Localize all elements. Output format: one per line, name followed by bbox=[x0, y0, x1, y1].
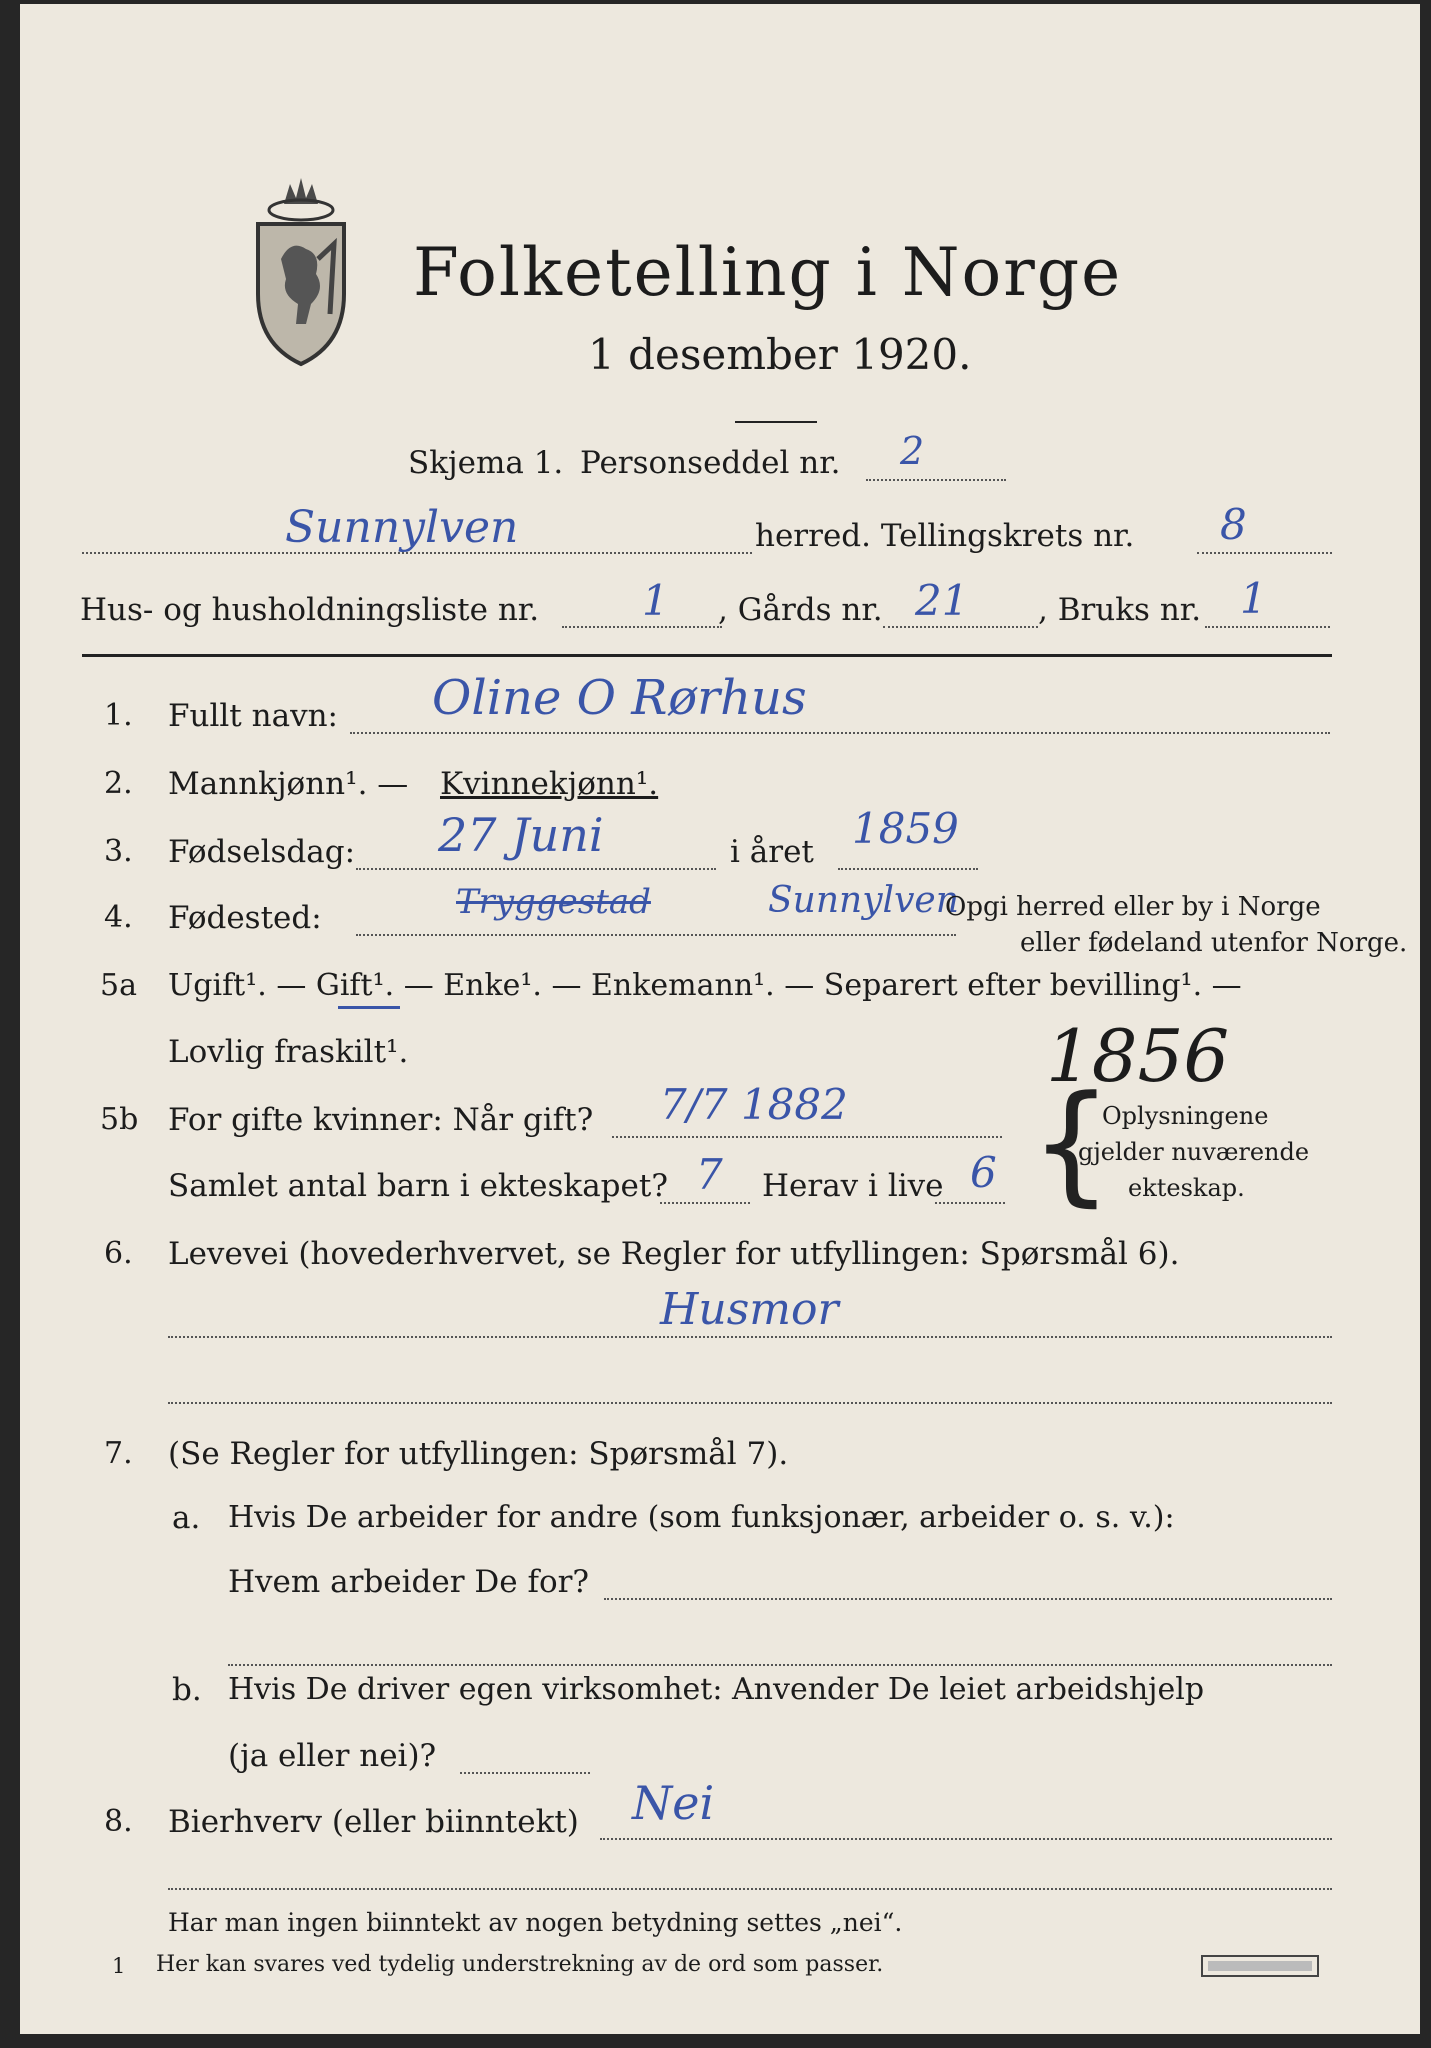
q2-number: 2. bbox=[104, 766, 133, 801]
hus-value: 1 bbox=[642, 576, 669, 625]
q5b-bracket-note3: ekteskap. bbox=[1128, 1174, 1245, 1202]
q6-line1 bbox=[168, 1336, 1332, 1338]
printer-stamp-icon bbox=[1200, 1952, 1320, 1982]
hus-label: Hus- og husholdningsliste nr. bbox=[80, 592, 540, 628]
q5b-value: 7/7 1882 bbox=[660, 1080, 848, 1129]
personseddel-line bbox=[866, 479, 1006, 481]
hus-line bbox=[562, 626, 722, 628]
q4-note-line1: Opgi herred eller by i Norge bbox=[945, 892, 1321, 922]
q8-line2 bbox=[168, 1888, 1332, 1890]
footnote-text: Her kan svares ved tydelig understrekning av de ord som passer. bbox=[156, 1952, 884, 1977]
q7-label: (Se Regler for utfyllingen: Spørsmål 7). bbox=[168, 1436, 789, 1472]
q7a-line2: Hvem arbeider De for? bbox=[228, 1564, 590, 1600]
q3-day-value: 27 Juni bbox=[438, 808, 604, 862]
q5b-bracket-note2: gjelder nuværende bbox=[1078, 1138, 1310, 1166]
q7a-answer-line2 bbox=[228, 1664, 1332, 1666]
q6-line2 bbox=[168, 1402, 1332, 1404]
q5b-children-label: Samlet antal barn i ekteskapet? bbox=[168, 1168, 668, 1204]
herred-label: herred. Tellingskrets nr. bbox=[755, 518, 1135, 554]
gards-value: 21 bbox=[915, 576, 969, 625]
census-date: 1 desember 1920. bbox=[588, 330, 972, 379]
q2-female-option: Kvinnekjønn¹. bbox=[440, 766, 659, 802]
q7-number: 7. bbox=[104, 1436, 133, 1471]
tellingskrets-line bbox=[1197, 552, 1332, 554]
q5b-alive-label: Herav i live bbox=[762, 1168, 944, 1204]
q7b-line1: Hvis De driver egen virksomhet: Anvender De leiet arbeidshjelp bbox=[228, 1672, 1205, 1707]
q1-label: Fullt navn: bbox=[168, 698, 338, 734]
q6-label: Levevei (hovederhvervet, se Regler for utfyllingen: Spørsmål 6). bbox=[168, 1236, 1180, 1272]
q4-label: Fødested: bbox=[168, 900, 322, 936]
q5b-label: For gifte kvinner: Når gift? bbox=[168, 1102, 594, 1138]
personseddel-value: 2 bbox=[900, 429, 925, 473]
q3-year-line bbox=[838, 868, 978, 870]
q5b-alive-line bbox=[935, 1202, 1005, 1204]
q5a-gift-underline bbox=[338, 1006, 400, 1009]
q4-line bbox=[356, 934, 956, 936]
q8-value: Nei bbox=[632, 1776, 715, 1830]
q5b-line bbox=[612, 1136, 1002, 1138]
q5b-number: 5b bbox=[100, 1102, 139, 1137]
q5b-bracket: { bbox=[1030, 1067, 1113, 1219]
gards-label: , Gårds nr. bbox=[718, 592, 883, 628]
q3-day-line bbox=[356, 868, 716, 870]
q3-label: Fødselsdag: bbox=[168, 834, 356, 870]
personseddel-label: Personseddel nr. bbox=[580, 445, 841, 481]
q6-value: Husmor bbox=[660, 1284, 839, 1335]
bruks-value: 1 bbox=[1240, 574, 1267, 623]
herred-value: Sunnylven bbox=[285, 502, 519, 553]
form-title: Folketelling i Norge bbox=[413, 234, 1123, 311]
q5b-margin-note: 1856 bbox=[1046, 1014, 1230, 1098]
census-form-page bbox=[20, 4, 1420, 2034]
q7b-letter: b. bbox=[172, 1672, 202, 1708]
header-divider bbox=[82, 654, 1332, 657]
q5b-bracket-note1: Oplysningene bbox=[1102, 1102, 1269, 1130]
q6-number: 6. bbox=[104, 1236, 133, 1271]
tellingskrets-value: 8 bbox=[1220, 500, 1247, 549]
q4-number: 4. bbox=[104, 900, 133, 935]
q3-year-value: 1859 bbox=[852, 804, 959, 853]
q5b-children-value: 7 bbox=[696, 1150, 723, 1199]
q7a-letter: a. bbox=[172, 1500, 201, 1536]
footnote-number: 1 bbox=[112, 1954, 126, 1978]
title-divider bbox=[735, 421, 817, 423]
bruks-line bbox=[1205, 626, 1330, 628]
gards-line bbox=[883, 626, 1038, 628]
q7b-answer-line bbox=[460, 1772, 590, 1774]
q2-male-option: Mannkjønn¹. — bbox=[168, 766, 409, 802]
q5b-alive-value: 6 bbox=[970, 1148, 997, 1197]
q5a-options-cont: Lovlig fraskilt¹. bbox=[168, 1034, 409, 1070]
q7b-line2: (ja eller nei)? bbox=[228, 1738, 437, 1774]
q4-value: Sunnylven bbox=[768, 880, 959, 921]
q7a-line1: Hvis De arbeider for andre (som funksjonær, arbeider o. s. v.): bbox=[228, 1500, 1175, 1535]
skjema-label: Skjema 1. bbox=[408, 445, 564, 481]
q1-number: 1. bbox=[104, 698, 133, 733]
q3-number: 3. bbox=[104, 834, 133, 869]
coat-of-arms-icon bbox=[246, 164, 356, 374]
q4-struck-value: Tryggestad bbox=[456, 882, 651, 922]
q5b-children-line bbox=[660, 1202, 750, 1204]
q8-label: Bierhverv (eller biinntekt) bbox=[168, 1804, 579, 1840]
q1-value: Oline O Rørhus bbox=[432, 670, 807, 726]
q3-year-label: i året bbox=[730, 834, 814, 870]
footer-note: Har man ingen biinntekt av nogen betydning settes „nei“. bbox=[168, 1908, 903, 1937]
q1-line bbox=[350, 732, 1330, 734]
q8-number: 8. bbox=[104, 1804, 133, 1839]
q4-note-line2: eller fødeland utenfor Norge. bbox=[1020, 928, 1408, 958]
q5a-number: 5a bbox=[100, 968, 137, 1003]
q5a-options: Ugift¹. — Gift¹. — Enke¹. — Enkemann¹. — Separert efter bevilling¹. — bbox=[168, 968, 1242, 1003]
q8-line bbox=[600, 1838, 1332, 1840]
q7a-answer-line bbox=[604, 1598, 1332, 1600]
bruks-label: , Bruks nr. bbox=[1038, 592, 1202, 628]
